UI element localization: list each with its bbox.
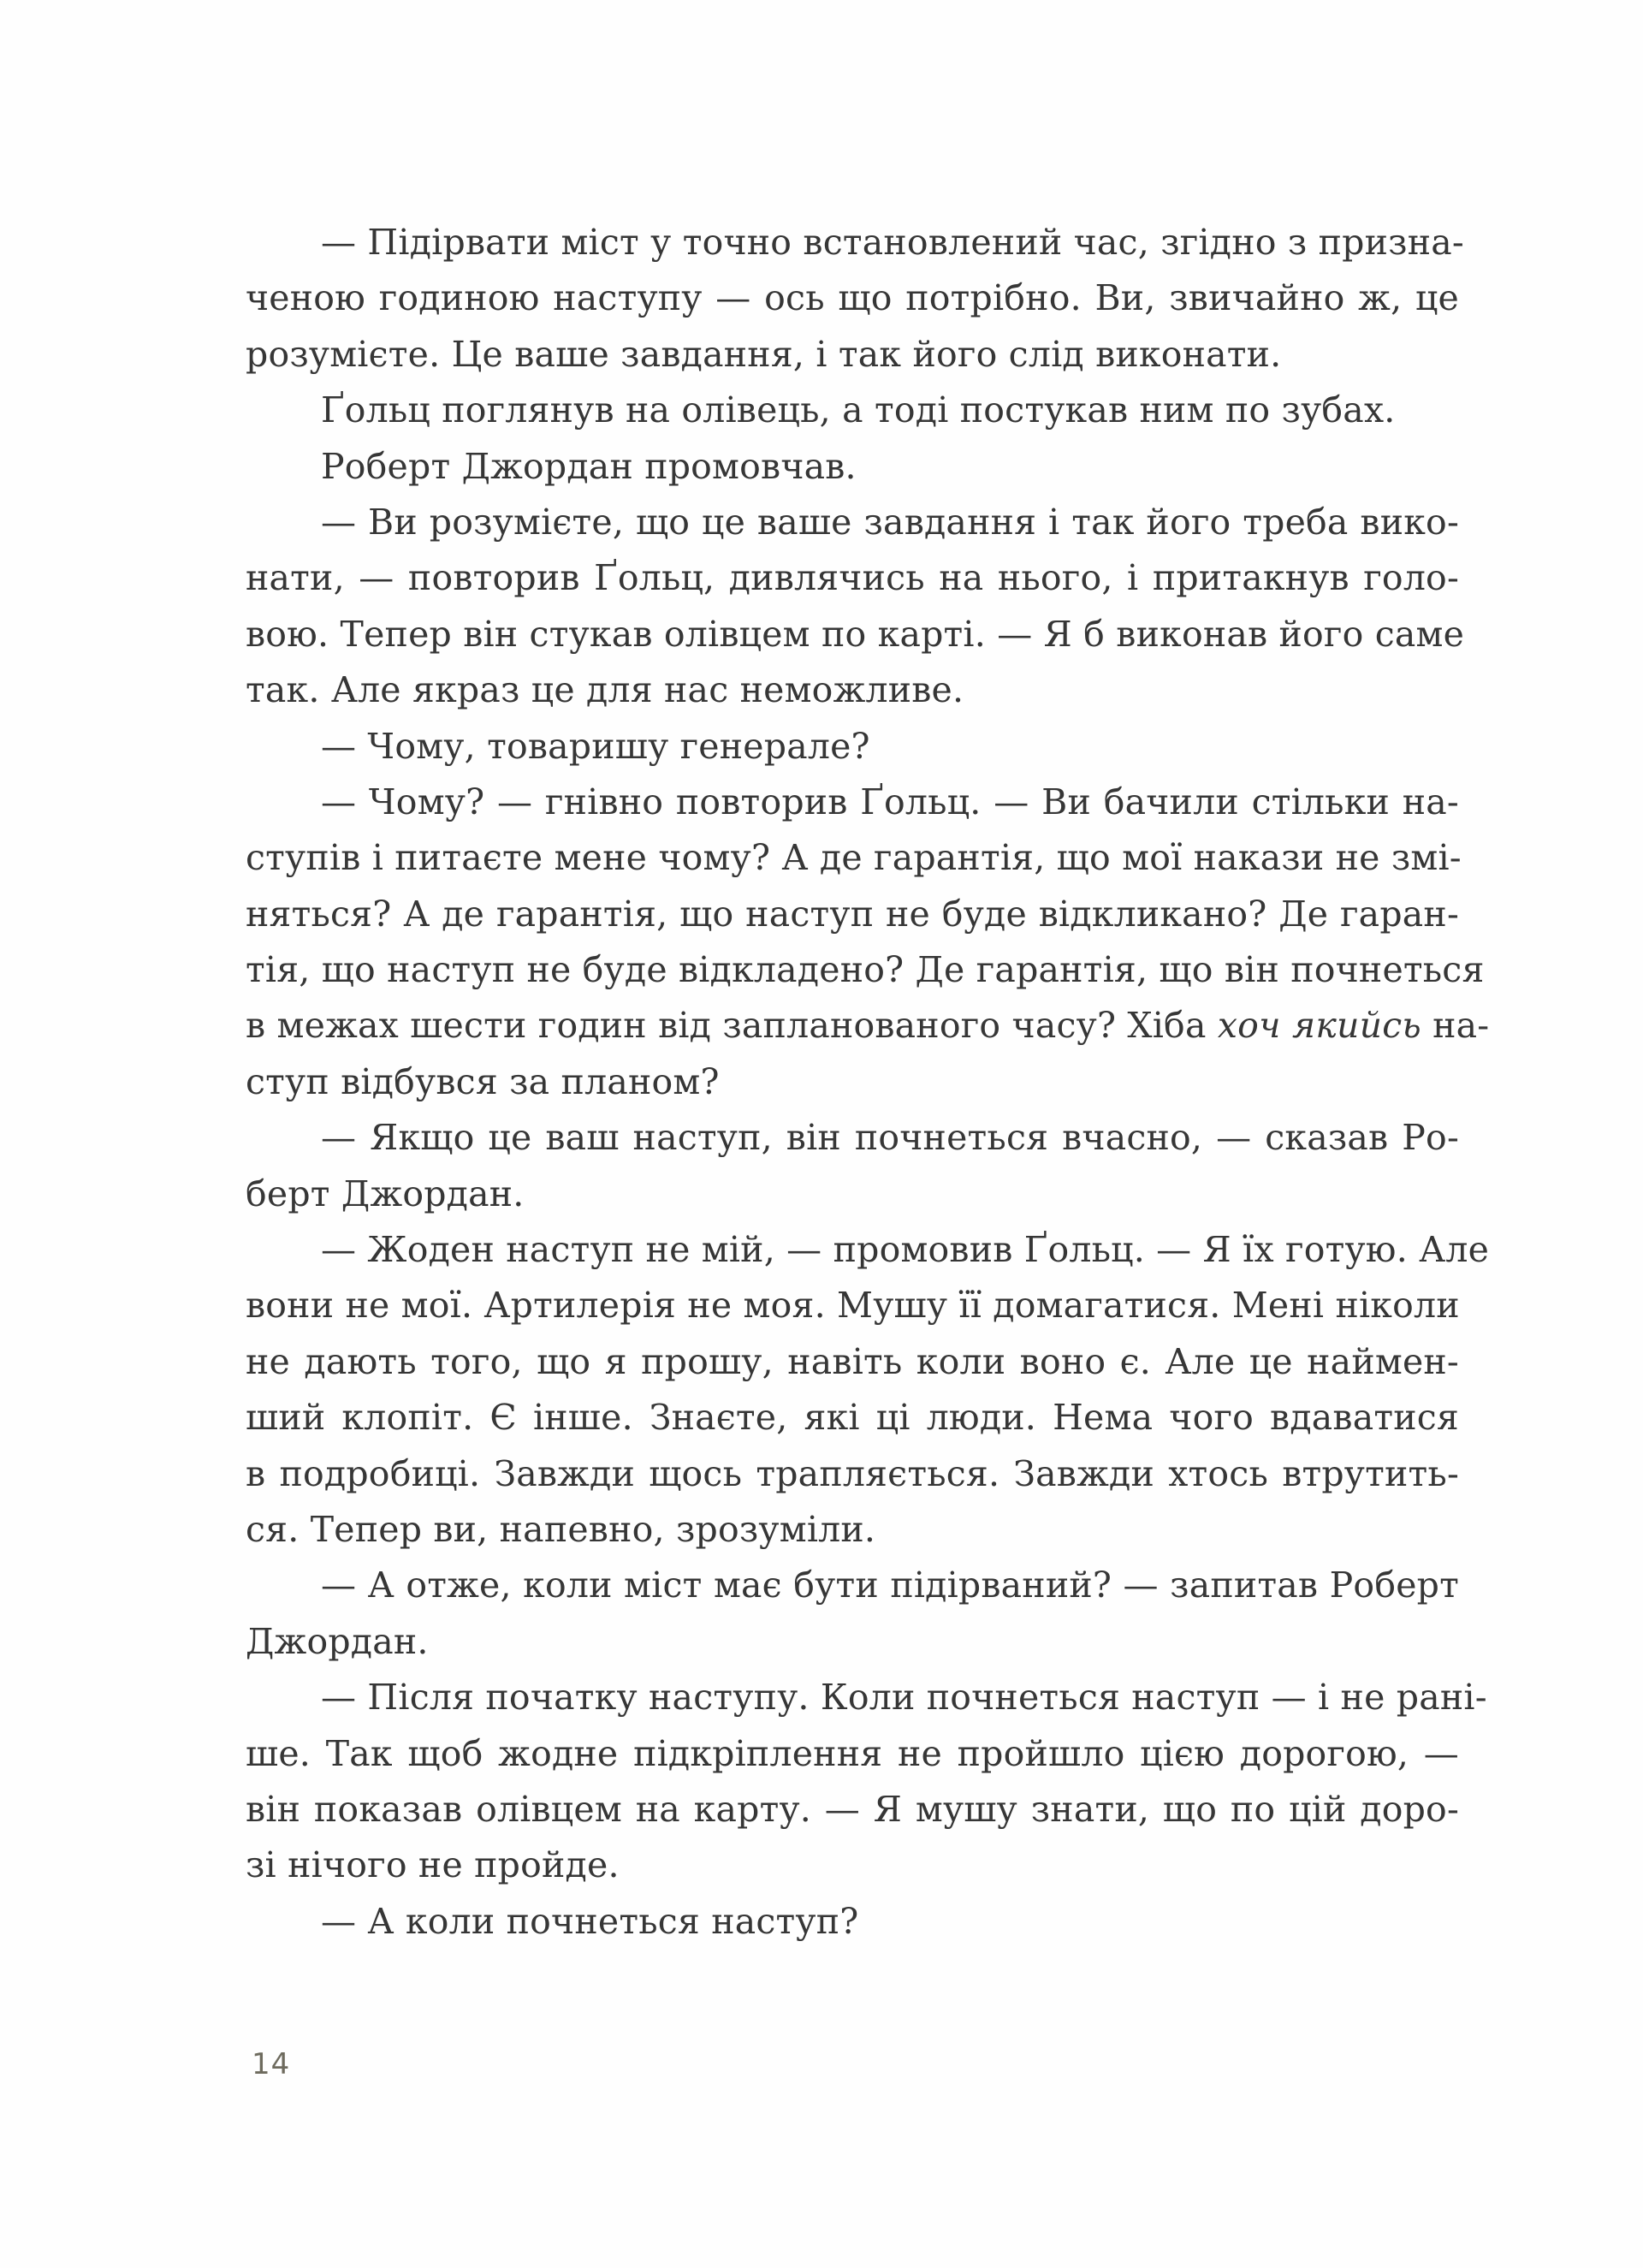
text-line: Джордан. <box>246 1620 429 1662</box>
text-line: — А коли почнеться наступ? <box>321 1900 859 1942</box>
text-line: берт Джордан. <box>246 1173 525 1214</box>
text-line: — Чому? — гнівно повторив Ґольц. — Ви бачили стільки на- <box>321 781 1459 822</box>
text-line: не дають того, що я прошу, навіть коли воно є. Але це наймен- <box>246 1340 1459 1382</box>
text-segment: в межах шести годин від запланованого часу? Хіба <box>246 1005 1218 1047</box>
text-line: в подробиці. Завжди щось трапляється. Завжди хтось втрутить- <box>246 1452 1459 1494</box>
text-line: Роберт Джордан промовчав. <box>321 445 857 487</box>
italic-emphasis: хоч якийсь <box>1217 1005 1421 1047</box>
text-line: нати, — повторив Ґольц, дивлячись на нього, і притакнув голо- <box>246 557 1459 599</box>
text-line: — А отже, коли міст має бути підірваний? — запитав Роберт <box>321 1564 1459 1606</box>
text-line <box>246 998 1490 1054</box>
text-line: — Підірвати міст у точно встановлений час, згідно з призна- <box>321 222 1464 263</box>
text-line: ся. Тепер ви, напевно, зрозуміли. <box>246 1508 876 1550</box>
text-line: ше. Так щоб жодне підкріплення не пройшло цією дорогою, — <box>246 1732 1459 1774</box>
text-line: зі нічого не пройде. <box>246 1844 620 1886</box>
text-line: ступів і питаєте мене чому? А де гарантія, що мої накази не змі- <box>246 837 1462 879</box>
text-line: Ґольц поглянув на олівець, а тоді постукав ним по зубах. <box>321 389 1396 431</box>
text-line: він показав олівцем на карту. — Я мушу знати, що по цій доро- <box>246 1788 1459 1830</box>
page-number: 14 <box>252 2047 291 2081</box>
text-line: няться? А де гарантія, що наступ не буде відкликано? Де гаран- <box>246 893 1459 935</box>
text-line: — Якщо це ваш наступ, він почнеться вчасно, — сказав Ро- <box>321 1117 1459 1159</box>
text-line: ступ відбувся за планом? <box>246 1060 720 1102</box>
text-line: вони не мої. Артилерія не моя. Мушу її домагатися. Мені ніколи <box>246 1285 1460 1327</box>
text-line: — Жоден наступ не мій, — промовив Ґольц. — Я їх готую. Але <box>321 1229 1490 1271</box>
text-line: — Після початку наступу. Коли почнеться наступ — і не рані- <box>321 1677 1487 1719</box>
text-line: ший клопіт. Є інше. Знаєте, які ці люди. Нема чого вдаватися <box>246 1397 1459 1439</box>
text-line: вою. Тепер він стукав олівцем по карті. — Я б виконав його саме <box>246 613 1465 655</box>
text-line: — Чому, товаришу генерале? <box>321 725 870 767</box>
text-line: — Ви розумієте, що це ваше завдання і так його треба вико- <box>321 501 1459 543</box>
text-line: розумієте. Це ваше завдання, і так його слід виконати. <box>246 333 1282 375</box>
body-text <box>246 215 1490 1950</box>
text-segment: на- <box>1421 1005 1490 1047</box>
text-line: так. Але якраз це для нас неможливе. <box>246 669 964 711</box>
text-line: тія, що наступ не буде відкладено? Де гарантія, що він почнеться <box>246 949 1485 991</box>
text-line: ченою годиною наступу — ось що потрібно. Ви, звичайно ж, це <box>246 277 1459 319</box>
